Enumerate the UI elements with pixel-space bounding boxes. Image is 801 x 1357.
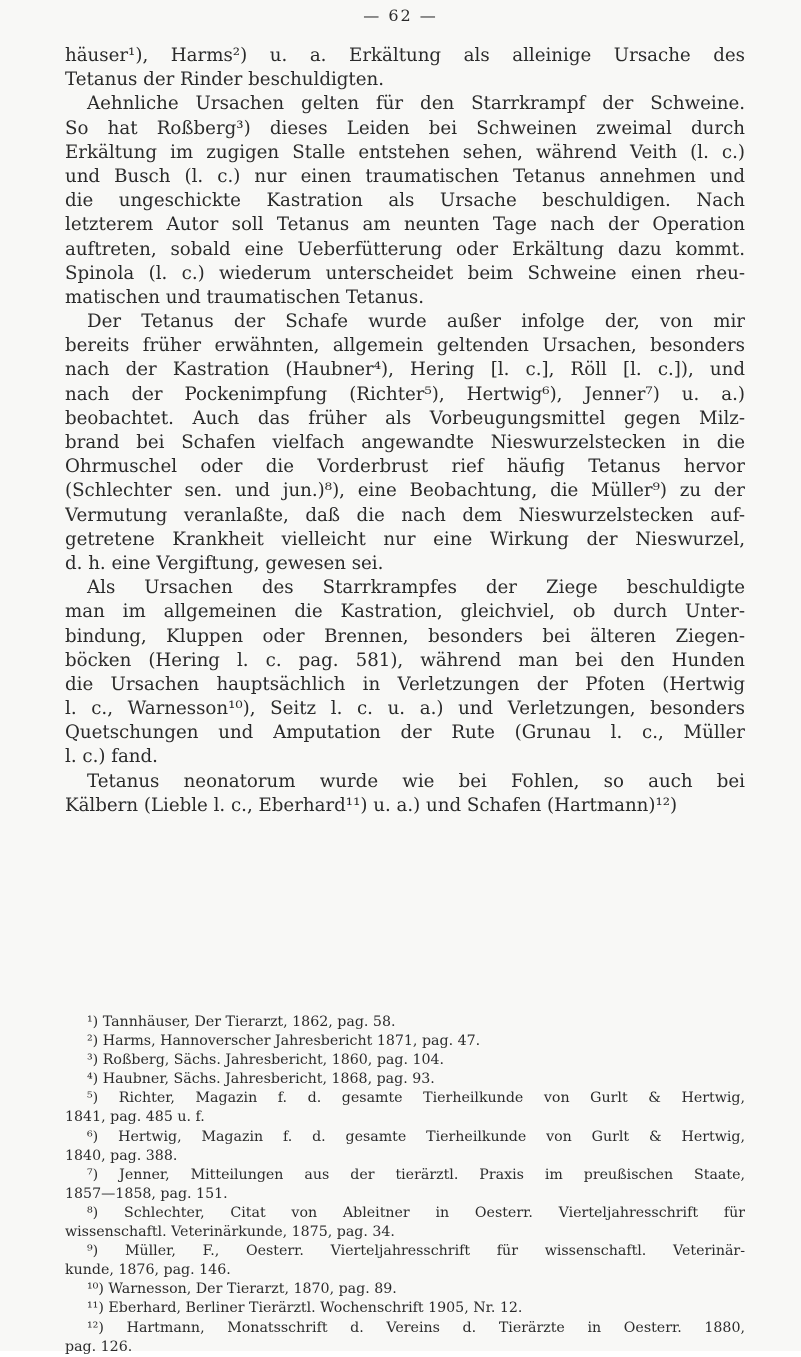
- text-line: häuser¹), Harms²) u. a. Erkältung als alleinige Ursache des: [65, 45, 745, 66]
- footnote-line: wissenschaftl. Veterinärkunde, 1875, pag. 34.: [65, 1224, 395, 1241]
- footnote-line: 1840, pag. 388.: [65, 1147, 178, 1164]
- footnote-line: ⁵) Richter, Magazin f. d. gesamte Tierheilkunde von Gurlt & Hertwig,: [87, 1090, 745, 1107]
- text-line: Tetanus neonatorum wurde wie bei Fohlen, so auch bei: [87, 770, 745, 792]
- footnote-line: ⁶) Hertwig, Magazin f. d. gesamte Tierheilkunde von Gurlt & Hertwig,: [87, 1128, 745, 1145]
- text-line: nach der Kastration (Haubner⁴), Hering [l. c.], Röll [l. c.]), und: [65, 359, 745, 381]
- text-line: bereits früher erwähnten, allgemein geltenden Ursachen, besonders: [65, 335, 745, 357]
- text-line: beobachtet. Auch das früher als Vorbeugungsmittel gegen Milz-: [65, 407, 745, 429]
- text-line: letzterem Autor soll Tetanus am neunten Tage nach der Operation: [65, 214, 745, 236]
- footnote-line: ¹) Tannhäuser, Der Tierarzt, 1862, pag. 58.: [87, 1014, 396, 1030]
- footnote-line: ¹²) Hartmann, Monatsschrift d. Vereins d. Tierärzte in Oesterr. 1880,: [87, 1319, 745, 1336]
- text-line: und Busch (l. c.) nur einen traumatischen Tetanus annehmen und: [65, 165, 745, 187]
- text-line: böcken (Hering l. c. pag. 581), während man bei den Hunden: [65, 649, 745, 671]
- page-number: — 62 —: [363, 6, 438, 25]
- text-line: Der Tetanus der Schafe wurde außer infolge der, von mir: [87, 311, 745, 333]
- text-line: die Ursachen hauptsächlich in Verletzungen der Pfoten (Hertwig: [65, 673, 745, 695]
- footnote-line: ⁹) Müller, F., Oesterr. Vierteljahresschrift für wissenschaftl. Veterinär-: [87, 1243, 745, 1260]
- footnotes-block: [65, 1013, 745, 1357]
- text-line: Aehnliche Ursachen gelten für den Starrkrampf der Schweine.: [87, 93, 745, 115]
- text-line: Vermutung veranlaßte, daß die nach dem Nieswurzelstecken auf-: [65, 504, 745, 526]
- footnote-line: 1841, pag. 485 u. f.: [65, 1109, 205, 1126]
- text-line: brand bei Schafen vielfach angewandte Nieswurzelstecken in die: [65, 432, 745, 453]
- text-line: d. h. eine Vergiftung, gewesen sei.: [65, 552, 384, 574]
- footnote-line: ⁸) Schlechter, Citat von Ableitner in Oesterr. Vierteljahresschrift für: [87, 1204, 745, 1221]
- text-line: die ungeschickte Kastration als Ursache beschuldigen. Nach: [65, 190, 745, 212]
- footnote-line: ⁴) Haubner, Sächs. Jahresbericht, 1868, pag. 93.: [87, 1071, 435, 1088]
- text-line: Kälbern (Lieble l. c., Eberhard¹¹) u. a.) und Schafen (Hartmann)¹²): [65, 794, 678, 816]
- text-line: Quetschungen und Amputation der Rute (Grunau l. c., Müller: [65, 722, 745, 744]
- text-line: Ohrmuschel oder die Vorderbrust rief häufig Tetanus hervor: [65, 456, 745, 478]
- footnote-line: 1857—1858, pag. 151.: [65, 1185, 228, 1202]
- footnote-line: ⁷) Jenner, Mitteilungen aus der tierärztl. Praxis im preußischen Staate,: [87, 1166, 745, 1183]
- text-line: l. c.) fand.: [65, 746, 158, 768]
- main-text-block: [65, 44, 745, 818]
- text-line: So hat Roßberg³) dieses Leiden bei Schweinen zweimal durch: [65, 117, 745, 139]
- footnote-line: ²) Harms, Hannoverscher Jahresbericht 1871, pag. 47.: [87, 1033, 481, 1050]
- text-line: auftreten, sobald eine Ueberfütterung oder Erkältung dazu kommt.: [65, 238, 745, 260]
- footnote-line: pag. 126.: [65, 1338, 133, 1355]
- text-line: Erkältung im zugigen Stalle entstehen sehen, während Veith (l. c.): [65, 141, 745, 163]
- text-line: bindung, Kluppen oder Brennen, besonders bei älteren Ziegen-: [65, 625, 745, 647]
- text-line: man im allgemeinen die Kastration, gleichviel, ob durch Unter-: [65, 601, 745, 623]
- text-line: getretene Krankheit vielleicht nur eine Wirkung der Nieswurzel,: [65, 528, 745, 550]
- text-line: l. c., Warnesson¹⁰), Seitz l. c. u. a.) und Verletzungen, besonders: [65, 698, 745, 720]
- text-line: Tetanus der Rinder beschuldigten.: [65, 69, 384, 91]
- footnote-line: ¹⁰) Warnesson, Der Tierarzt, 1870, pag. 89.: [87, 1281, 397, 1298]
- text-line: Als Ursachen des Starrkrampfes der Ziege beschuldigte: [87, 577, 745, 599]
- text-line: matischen und traumatischen Tetanus.: [65, 286, 424, 308]
- footnote-line: kunde, 1876, pag. 146.: [65, 1262, 231, 1279]
- footnote-line: ¹¹) Eberhard, Berliner Tierärztl. Wochenschrift 1905, Nr. 12.: [87, 1300, 523, 1317]
- text-line: Spinola (l. c.) wiederum unterscheidet beim Schweine einen rheu-: [65, 262, 745, 284]
- text-line: nach der Pockenimpfung (Richter⁵), Hertwig⁶), Jenner⁷) u. a.): [65, 383, 745, 405]
- text-line: (Schlechter sen. und jun.)⁸), eine Beobachtung, die Müller⁹) zu der: [65, 480, 745, 502]
- footnote-line: ³) Roßberg, Sächs. Jahresbericht, 1860, pag. 104.: [87, 1052, 445, 1069]
